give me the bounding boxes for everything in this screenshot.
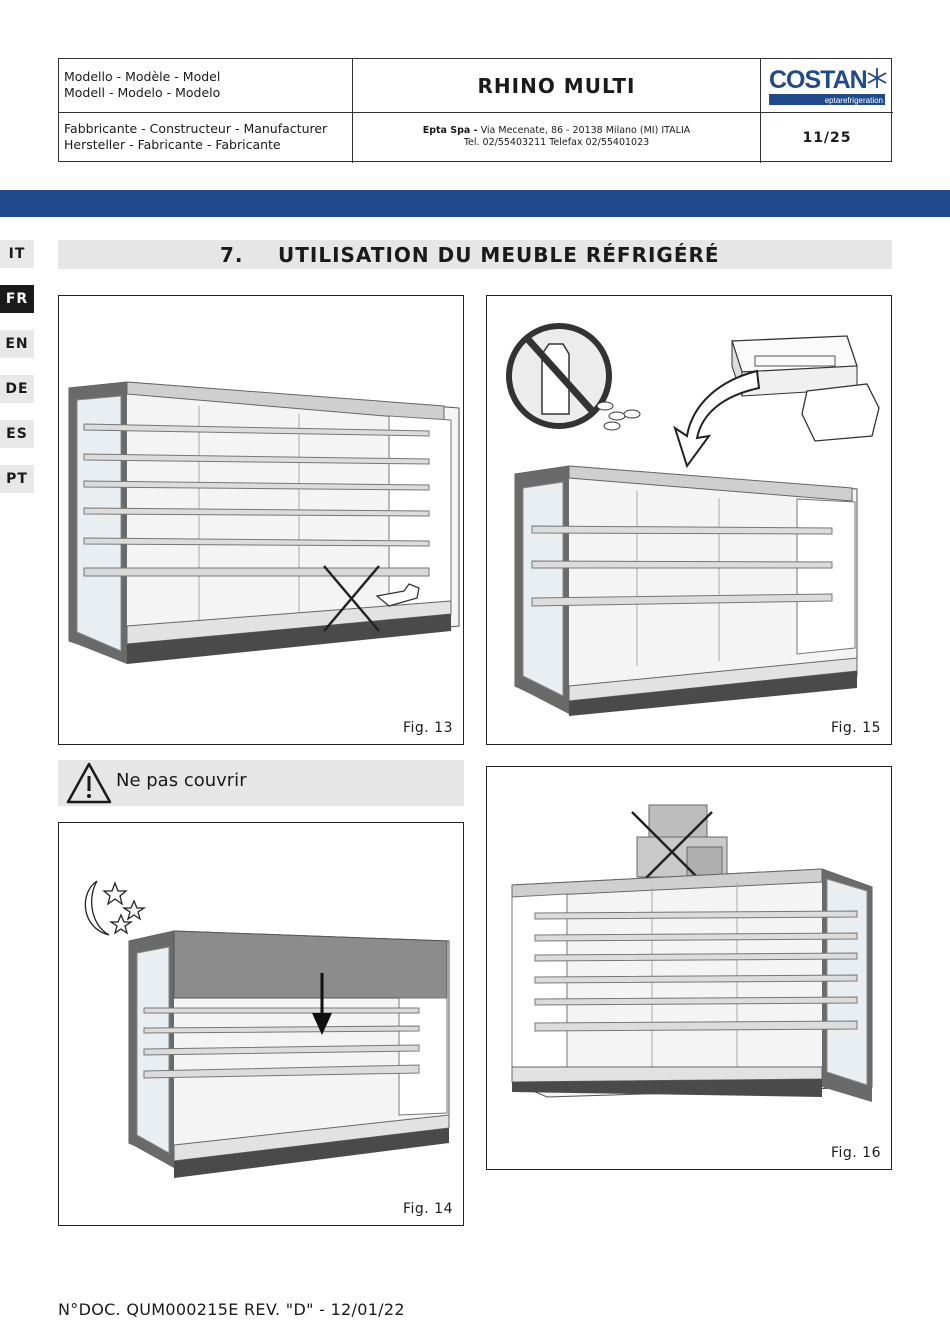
figure-14 (58, 822, 464, 1226)
lang-tab-en[interactable]: EN (0, 330, 34, 358)
arrow-down-left-icon (675, 371, 759, 466)
warning-box (58, 760, 464, 806)
lang-tab-fr[interactable]: FR (0, 285, 34, 313)
model-label-line-2: Modell - Modelo - Modelo (64, 85, 221, 100)
fig15-illustration (487, 296, 893, 746)
model-label (59, 59, 353, 113)
model-label-line-1: Modello - Modèle - Model (64, 69, 221, 84)
company-logo (761, 59, 893, 113)
section-title: UTILISATION DU MEUBLE RÉFRIGÉRÉ (278, 242, 720, 267)
display-case-illustration (512, 869, 872, 1102)
snowflake-icon (868, 68, 886, 88)
display-case-illustration (515, 466, 857, 716)
product-name: RHINO MULTI (353, 59, 761, 113)
figure-16 (486, 766, 892, 1170)
logo-subtext: eptarefrigeration (824, 95, 883, 105)
manufacturer-label (59, 113, 353, 163)
company-name: Epta Spa - (422, 125, 478, 136)
lang-tab-de[interactable]: DE (0, 375, 34, 403)
manufacturer-label-line-2: Hersteller - Fabricante - Fabricante (64, 137, 281, 152)
figure-caption: Fig. 14 (402, 1201, 453, 1217)
night-moon-stars-icon (85, 881, 144, 935)
warning-text: Ne pas couvrir (116, 770, 247, 791)
lang-tab-es[interactable]: ES (0, 420, 34, 448)
company-phone: Tel. 02/55403211 Telefax 02/55401023 (463, 137, 650, 148)
fig13-illustration (59, 296, 465, 746)
section-number: 7. (220, 242, 244, 267)
company-info (353, 113, 761, 163)
company-address: Via Mecenate, 86 - 20138 Milano (MI) ITALIA (480, 125, 691, 136)
figure-caption: Fig. 13 (402, 720, 453, 736)
display-case-illustration (69, 382, 459, 664)
display-case-illustration (129, 931, 449, 1178)
header-band (0, 190, 950, 217)
night-blind (174, 931, 447, 998)
lang-tab-it[interactable]: IT (0, 240, 34, 268)
fig14-illustration (59, 823, 465, 1227)
lang-tab-pt[interactable]: PT (0, 465, 34, 493)
logo-wordmark: COSTAN (769, 65, 867, 94)
figure-caption: Fig. 16 (830, 1145, 881, 1161)
warning-triangle-icon (64, 760, 114, 806)
figure-15 (486, 295, 892, 745)
figure-caption: Fig. 15 (830, 720, 881, 736)
fig16-illustration (487, 767, 893, 1171)
header-table (58, 58, 892, 162)
page-number: 11/25 (802, 130, 852, 146)
section-heading (58, 240, 892, 269)
figure-13 (58, 295, 464, 745)
document-number: N°DOC. QUM000215E REV. "D" - 12/01/22 (58, 1300, 405, 1319)
no-chemicals-icon (509, 326, 640, 430)
manufacturer-label-line-1: Fabbricante - Constructeur - Manufacturer (64, 121, 328, 136)
